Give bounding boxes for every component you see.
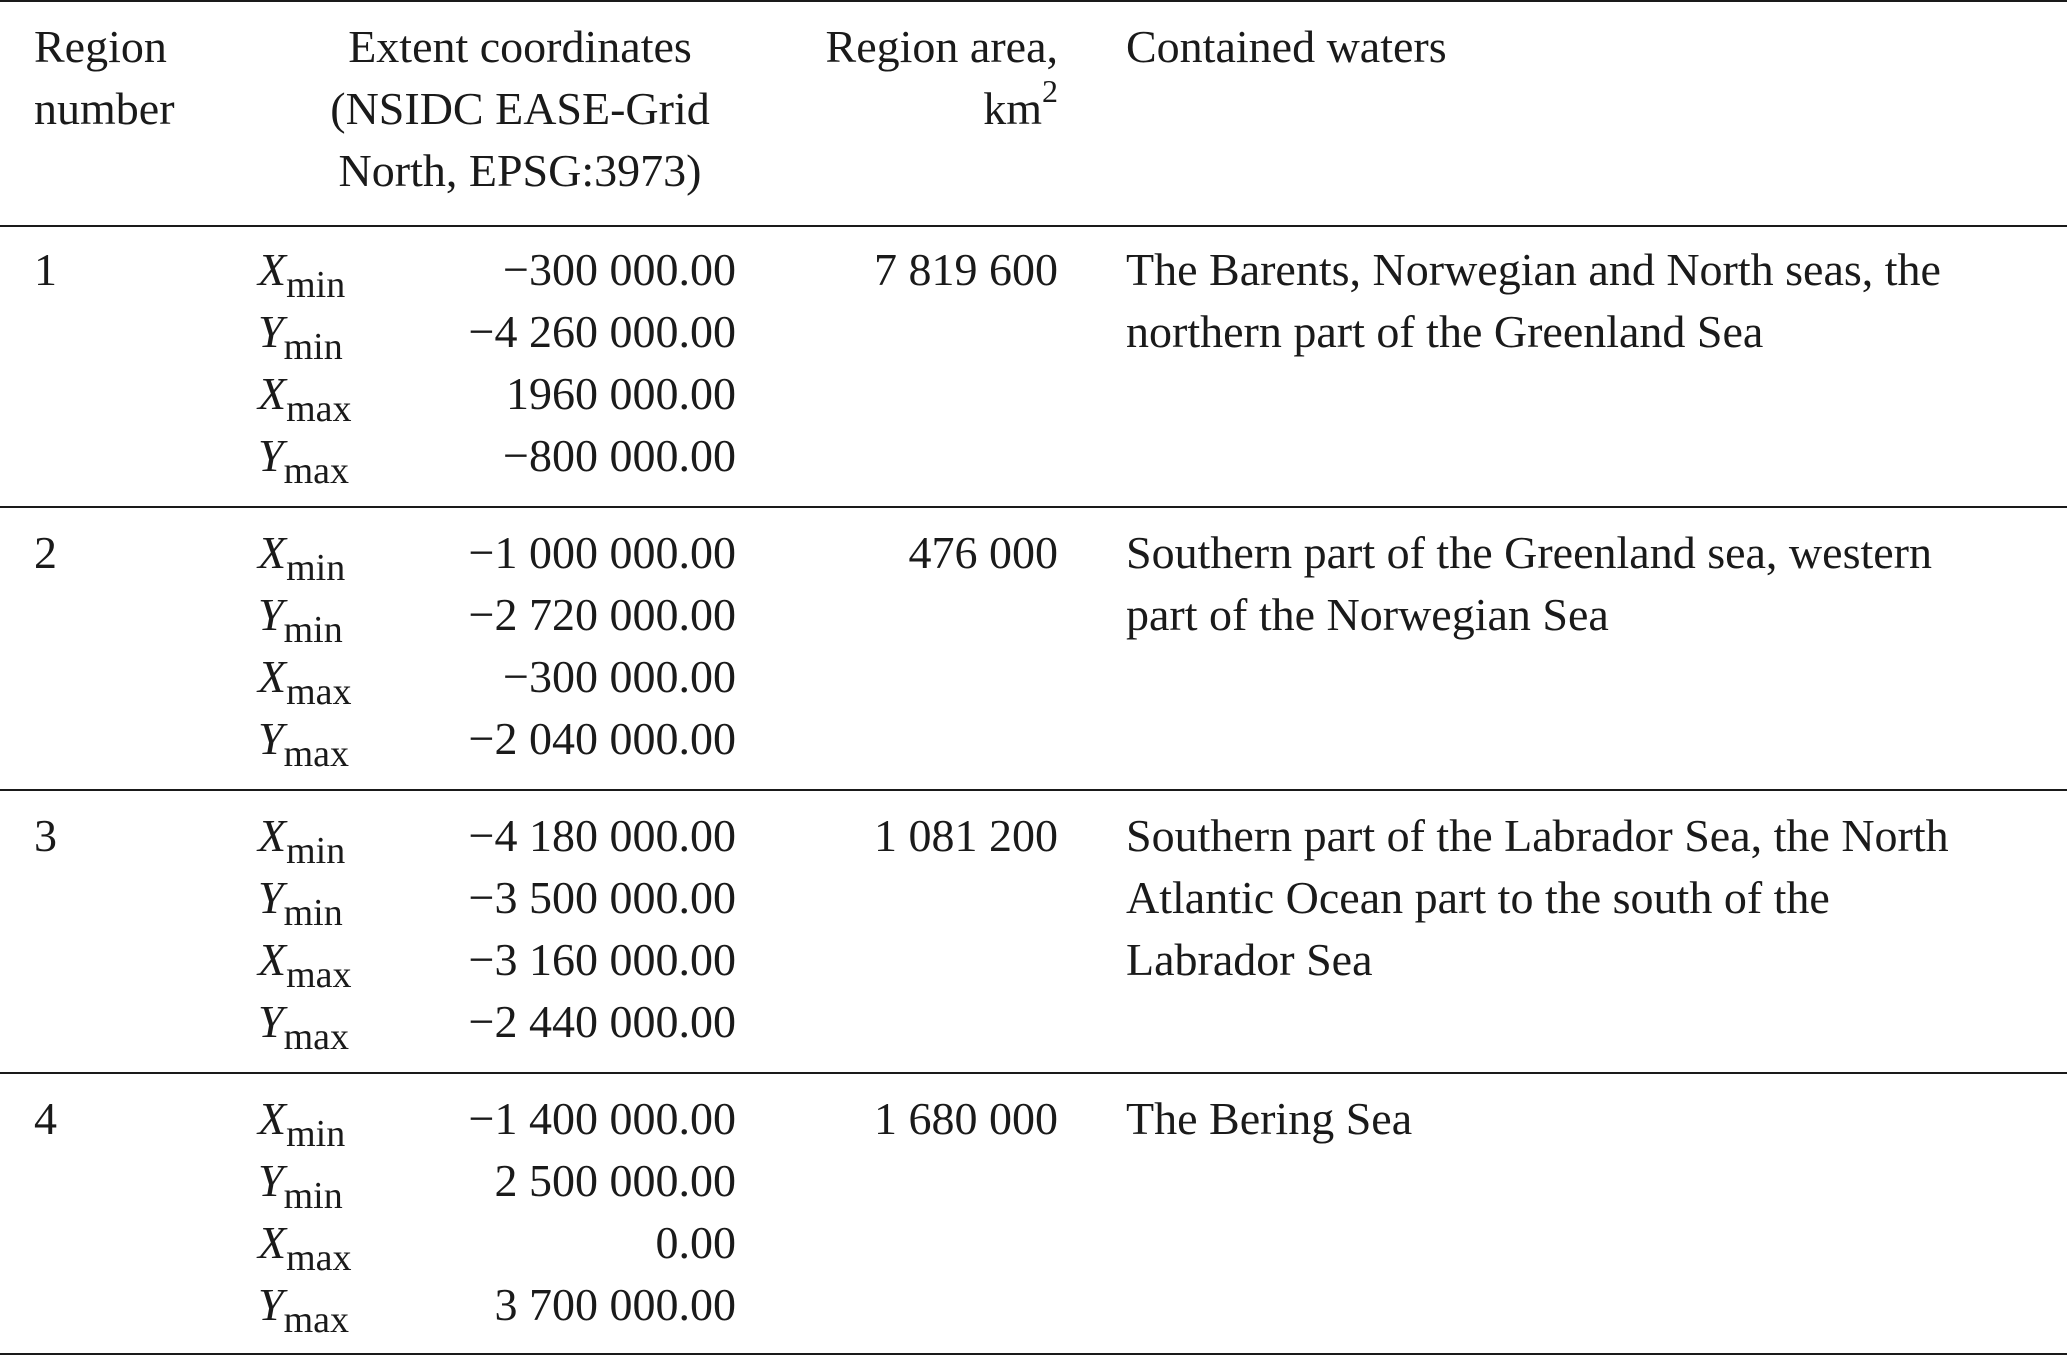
coordinate-label (258, 425, 349, 490)
coordinate-axis: Y (258, 430, 284, 481)
coordinate-subscript: min (286, 264, 346, 306)
coordinate-line (258, 1150, 736, 1217)
coordinate-axis: Y (258, 996, 284, 1047)
coordinate-subscript: min (283, 609, 343, 651)
region-area: 1 081 200 (874, 810, 1058, 861)
coordinate-subscript: min (286, 1113, 346, 1155)
coordinate-line (258, 1274, 736, 1341)
coordinate-label (258, 805, 345, 870)
region-area: 476 000 (908, 527, 1058, 578)
coordinate-line (258, 522, 736, 589)
coordinate-label (258, 929, 352, 994)
top-rule (0, 0, 2067, 2)
coordinate-value: 2 500 000.00 (494, 1155, 736, 1206)
coordinate-subscript: min (286, 830, 346, 872)
contained-waters-line: Southern part of the Greenland sea, western (1126, 527, 1932, 578)
coordinate-value: −3 160 000.00 (468, 934, 736, 985)
coordinate-axis: X (258, 527, 287, 578)
coordinate-axis: Y (258, 306, 284, 357)
extent-coordinates (258, 1088, 736, 1341)
header-extent-line: (NSIDC EASE-Grid (330, 83, 710, 134)
coordinate-line (258, 584, 736, 651)
coordinate-value: −2 040 000.00 (468, 713, 736, 764)
coordinate-value: −2 720 000.00 (468, 589, 736, 640)
coordinate-label (258, 1212, 352, 1277)
row-rule (0, 506, 2067, 508)
coordinate-line (258, 708, 736, 775)
header-area-unit (780, 72, 1058, 140)
coordinate-subscript: max (286, 954, 352, 996)
coordinate-subscript: max (283, 733, 350, 775)
region-area: 7 819 600 (874, 244, 1058, 295)
bottom-rule (0, 1353, 2067, 1355)
coordinate-subscript: max (286, 1237, 352, 1279)
region-number: 4 (34, 1093, 57, 1144)
coordinate-value: −4 180 000.00 (468, 810, 736, 861)
coordinate-label (258, 301, 343, 366)
coordinate-axis: Y (258, 1155, 284, 1206)
coordinate-value: 0.00 (655, 1217, 736, 1268)
coordinate-label (258, 1274, 349, 1339)
coordinate-axis: X (258, 368, 287, 419)
coordinate-value: −300 000.00 (503, 651, 736, 702)
coordinate-line (258, 929, 736, 996)
coordinate-axis: X (258, 651, 287, 702)
coordinate-label (258, 522, 345, 587)
contained-waters-line: Atlantic Ocean part to the south of the (1126, 872, 1830, 923)
coordinate-line (258, 805, 736, 872)
extent-coordinates (258, 522, 736, 775)
coordinate-subscript: min (283, 892, 343, 934)
header-rule (0, 225, 2067, 227)
contained-waters (1126, 805, 2046, 991)
coordinate-line (258, 1212, 736, 1279)
coordinate-subscript: max (283, 450, 350, 492)
header-area-unit-exponent: 2 (1042, 72, 1058, 109)
coordinate-label (258, 584, 343, 649)
contained-waters-line: northern part of the Greenland Sea (1126, 306, 1764, 357)
coordinate-value: −1 400 000.00 (468, 1093, 736, 1144)
coordinate-label (258, 991, 349, 1056)
coordinate-line (258, 301, 736, 368)
region-number: 3 (34, 810, 57, 861)
coordinate-axis: Y (258, 1279, 284, 1330)
coordinate-subscript: max (286, 388, 352, 430)
contained-waters-line: Labrador Sea (1126, 934, 1373, 985)
coordinate-value: −800 000.00 (503, 430, 736, 481)
header-region-number-line: Region (34, 21, 167, 72)
coordinate-axis: X (258, 934, 287, 985)
coordinate-line (258, 867, 736, 934)
header-contained-waters: Contained waters (1126, 21, 1447, 72)
coordinate-axis: Y (258, 872, 284, 923)
coordinate-value: −4 260 000.00 (468, 306, 736, 357)
coordinate-subscript: max (283, 1016, 350, 1058)
coordinate-line (258, 1088, 736, 1155)
header-extent-line: North, EPSG:3973) (338, 145, 702, 196)
coordinate-value: −2 440 000.00 (468, 996, 736, 1047)
region-area: 1 680 000 (874, 1093, 1058, 1144)
coordinate-axis: X (258, 810, 287, 861)
header-area-unit-text: km (983, 83, 1042, 134)
extent-coordinates (258, 805, 736, 1058)
coordinate-label (258, 363, 352, 428)
coordinate-value: −300 000.00 (503, 244, 736, 295)
contained-waters-line: The Barents, Norwegian and North seas, the (1126, 244, 1941, 295)
row-rule (0, 789, 2067, 791)
row-rule (0, 1072, 2067, 1074)
coordinate-subscript: max (286, 671, 352, 713)
coordinate-line (258, 646, 736, 713)
coordinate-subscript: min (283, 326, 343, 368)
contained-waters-line: Southern part of the Labrador Sea, the North (1126, 810, 1949, 861)
coordinate-value: 3 700 000.00 (494, 1279, 736, 1330)
coordinate-line (258, 425, 736, 492)
contained-waters (1126, 1088, 2046, 1150)
header-region-number (34, 16, 175, 140)
header-extent-coordinates (270, 16, 770, 202)
contained-waters (1126, 239, 2046, 363)
coordinate-label (258, 1150, 343, 1215)
coordinate-value: −1 000 000.00 (468, 527, 736, 578)
coordinate-value: −3 500 000.00 (468, 872, 736, 923)
coordinate-axis: X (258, 1093, 287, 1144)
coordinate-label (258, 239, 345, 304)
header-extent-line: Extent coordinates (348, 21, 692, 72)
region-number: 2 (34, 527, 57, 578)
contained-waters-line: The Bering Sea (1126, 1093, 1413, 1144)
coordinate-subscript: min (286, 547, 346, 589)
coordinate-line (258, 363, 736, 430)
coordinate-value: 1960 000.00 (506, 368, 736, 419)
coordinate-line (258, 991, 736, 1058)
coordinate-label (258, 867, 343, 932)
coordinate-axis: X (258, 244, 287, 295)
coordinate-label (258, 1088, 345, 1153)
coordinate-subscript: max (283, 1299, 350, 1341)
coordinate-line (258, 239, 736, 306)
region-number: 1 (34, 244, 57, 295)
header-area-line: Region area, (825, 21, 1058, 72)
contained-waters-line: part of the Norwegian Sea (1126, 589, 1609, 640)
coordinate-label (258, 708, 349, 773)
coordinate-axis: Y (258, 713, 284, 764)
coordinate-axis: Y (258, 589, 284, 640)
coordinate-subscript: min (283, 1175, 343, 1217)
contained-waters (1126, 522, 2046, 646)
header-region-number-line: number (34, 83, 175, 134)
header-region-area (780, 16, 1058, 140)
coordinate-axis: X (258, 1217, 287, 1268)
coordinate-label (258, 646, 352, 711)
extent-coordinates (258, 239, 736, 492)
